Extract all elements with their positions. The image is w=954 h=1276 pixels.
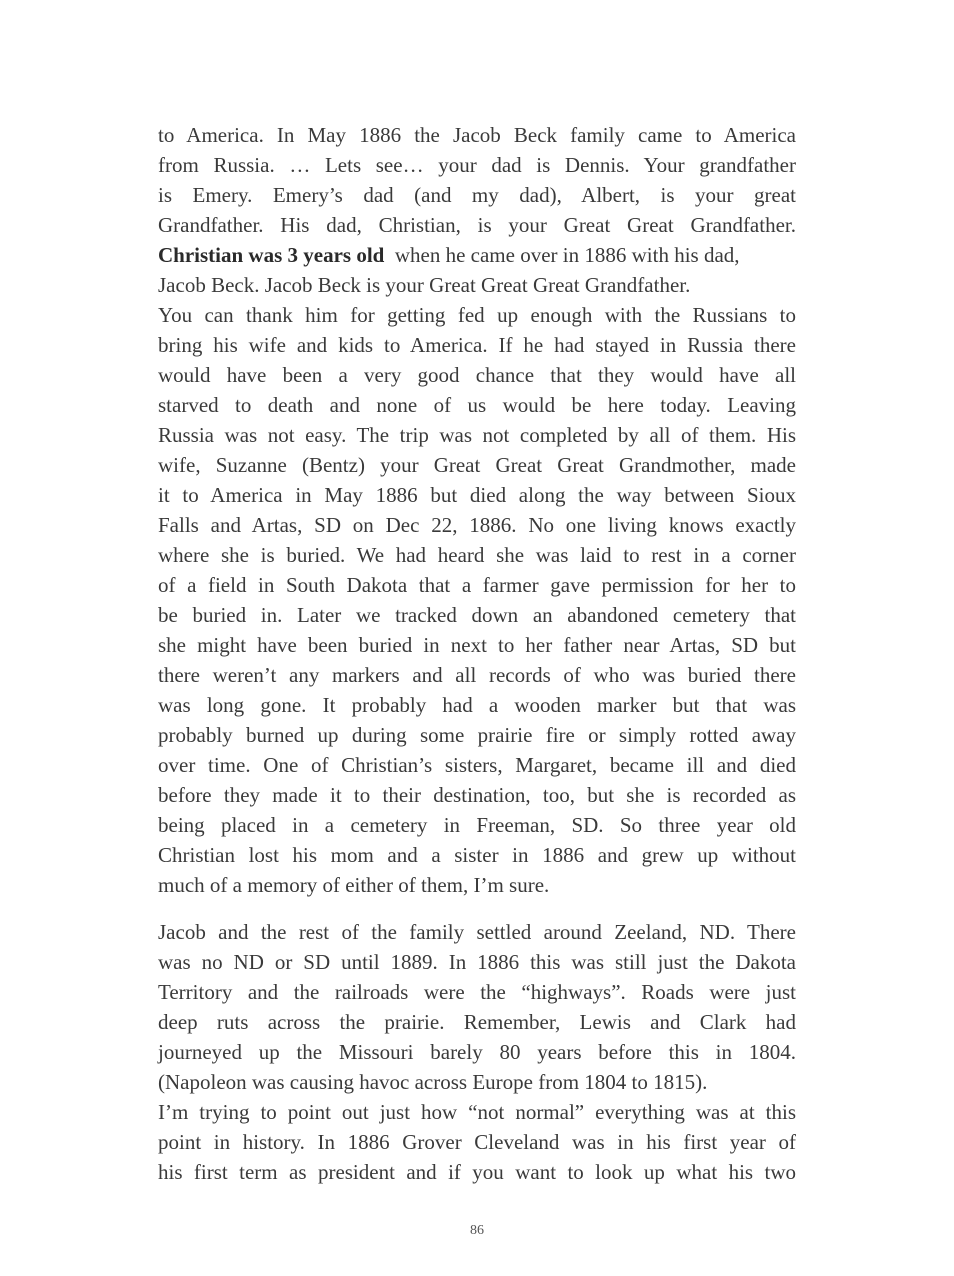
text-line: before they made it to their destination, too, but she is recorded as [158,783,796,807]
text-line: You can thank him for getting fed up enough with the Russians to [158,303,796,327]
text-line: Russia was not easy. The trip was not completed by all of them. His [158,423,796,447]
text-line: was no ND or SD until 1889. In 1886 this was still just the Dakota [158,950,796,974]
text-line: Christian lost his mom and a sister in 1886 and grew up without [158,843,796,867]
text-line: over time. One of Christian’s sisters, Margaret, became ill and died [158,753,796,777]
text-line: where she is buried. We had heard she was laid to rest in a corner [158,543,796,567]
text-line: starved to death and none of us would be here today. Leaving [158,393,796,417]
text-line: is Emery. Emery’s dad (and my dad), Albert, is your great [158,183,796,207]
text-line: from Russia. … Lets see… your dad is Dennis. Your grandfather [158,153,796,177]
text-line: to America. In May 1886 the Jacob Beck family came to America [158,123,796,147]
body-paragraph-2 [158,917,796,1187]
text-line: Jacob Beck. Jacob Beck is your Great Great Great Grandfather. [158,273,691,297]
text-line: wife, Suzanne (Bentz) your Great Great Great Grandmother, made [158,453,796,477]
text-line: would have been a very good chance that they would have all [158,363,796,387]
text-line-with-emphasis [158,240,796,270]
text-line: point in history. In 1886 Grover Cleveland was in his first year of [158,1130,796,1154]
text-line: (Napoleon was causing havoc across Europe from 1804 to 1815). [158,1070,708,1094]
text-line: was long gone. It probably had a wooden marker but that was [158,693,796,717]
text-line: Grandfather. His dad, Christian, is your Great Great Grandfather. [158,213,796,237]
text-line: be buried in. Later we tracked down an abandoned cemetery that [158,603,796,627]
bold-emphasis: Christian was 3 years old [158,243,385,267]
text-line: his first term as president and if you want to look up what his two [158,1160,796,1184]
text-line: journeyed up the Missouri barely 80 years before this in 1804. [158,1040,796,1064]
page-number: 86 [470,1223,484,1238]
text-line: it to America in May 1886 but died along the way between Sioux [158,483,796,507]
text-line: of a field in South Dakota that a farmer gave permission for her to [158,573,796,597]
text-line: there weren’t any markers and all records of who was buried there [158,663,796,687]
text-line: Falls and Artas, SD on Dec 22, 1886. No one living knows exactly [158,513,796,537]
text-line: deep ruts across the prairie. Remember, Lewis and Clark had [158,1010,796,1034]
text-line: Jacob and the rest of the family settled around Zeeland, ND. There [158,920,796,944]
text-line: being placed in a cemetery in Freeman, SD. So three year old [158,813,796,837]
text-line: Territory and the railroads were the “highways”. Roads were just [158,980,796,1004]
text-line: I’m trying to point out just how “not normal” everything was at this [158,1100,796,1124]
text-line: much of a memory of either of them, I’m sure. [158,873,550,897]
text-line: she might have been buried in next to her father near Artas, SD but [158,633,796,657]
text-line: bring his wife and kids to America. If he had stayed in Russia there [158,333,796,357]
body-paragraph-1 [158,120,796,900]
text-line: probably burned up during some prairie fire or simply rotted away [158,723,796,747]
text-line-remainder: when he came over in 1886 with his dad, [394,243,740,267]
